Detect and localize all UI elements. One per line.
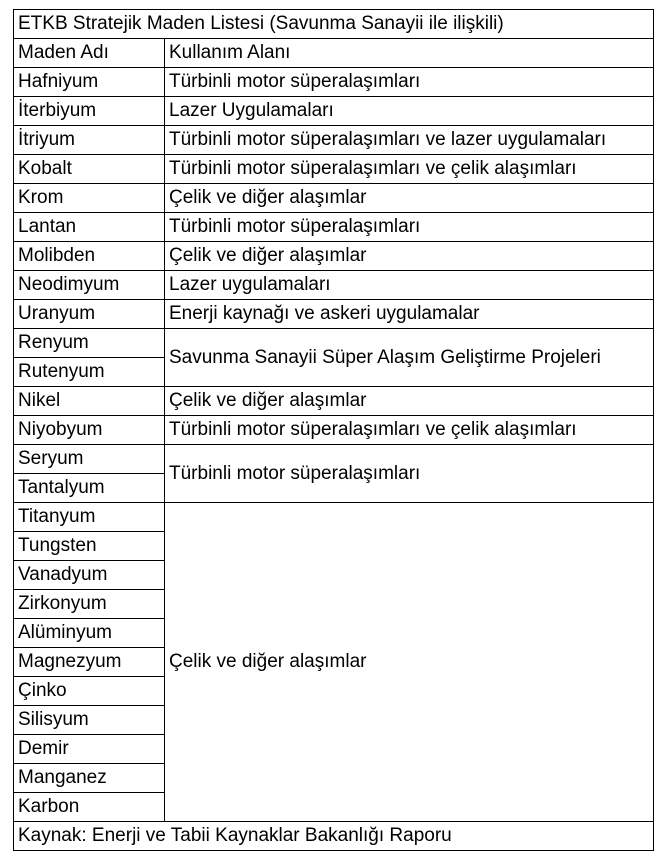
mineral-cell: Krom	[14, 184, 165, 213]
mineral-cell: İtriyum	[14, 126, 165, 155]
mineral-cell: Renyum	[14, 329, 165, 358]
usage-cell: Türbinli motor süperalaşımları	[165, 68, 654, 97]
mineral-cell: Zirkonyum	[14, 590, 165, 619]
table-row	[14, 242, 654, 271]
mineral-cell: Lantan	[14, 213, 165, 242]
usage-cell: Türbinli motor süperalaşımları ve lazer uygulamaları	[165, 126, 654, 155]
table-row	[14, 329, 654, 358]
source-note: Kaynak: Enerji ve Tabii Kaynaklar Bakanlığı Raporu	[14, 822, 654, 851]
mineral-cell: Çinko	[14, 677, 165, 706]
mineral-cell: Demir	[14, 735, 165, 764]
table-row	[14, 503, 654, 532]
table-row	[14, 213, 654, 242]
mineral-cell: Manganez	[14, 764, 165, 793]
mineral-cell: Vanadyum	[14, 561, 165, 590]
table-row	[14, 271, 654, 300]
mineral-cell: Karbon	[14, 793, 165, 822]
mineral-cell: Niyobyum	[14, 416, 165, 445]
usage-cell: Çelik ve diğer alaşımlar	[165, 387, 654, 416]
usage-cell: Lazer uygulamaları	[165, 271, 654, 300]
mineral-cell: Neodimyum	[14, 271, 165, 300]
mineral-cell: Uranyum	[14, 300, 165, 329]
mineral-cell: İterbiyum	[14, 97, 165, 126]
table-row	[14, 97, 654, 126]
mineral-cell: Kobalt	[14, 155, 165, 184]
table-row	[14, 387, 654, 416]
table-row	[14, 445, 654, 474]
mineral-cell: Tantalyum	[14, 474, 165, 503]
usage-cell-merged: Türbinli motor süperalaşımları	[165, 445, 654, 503]
usage-cell: Lazer Uygulamaları	[165, 97, 654, 126]
usage-cell: Türbinli motor süperalaşımları ve çelik alaşımları	[165, 155, 654, 184]
mineral-cell: Silisyum	[14, 706, 165, 735]
mineral-cell: Tungsten	[14, 532, 165, 561]
mineral-cell: Seryum	[14, 445, 165, 474]
table-row	[14, 155, 654, 184]
source-row	[14, 822, 654, 851]
mineral-cell: Molibden	[14, 242, 165, 271]
table-row	[14, 68, 654, 97]
header-row	[14, 39, 654, 68]
mineral-cell: Magnezyum	[14, 648, 165, 677]
strategic-minerals-table	[13, 9, 654, 851]
mineral-cell: Titanyum	[14, 503, 165, 532]
table-row	[14, 416, 654, 445]
mineral-cell: Alüminyum	[14, 619, 165, 648]
mineral-cell: Rutenyum	[14, 358, 165, 387]
usage-cell: Çelik ve diğer alaşımlar	[165, 242, 654, 271]
title-row	[14, 10, 654, 39]
usage-cell-merged: Çelik ve diğer alaşımlar	[165, 503, 654, 822]
usage-cell: Çelik ve diğer alaşımlar	[165, 184, 654, 213]
mineral-cell: Hafniyum	[14, 68, 165, 97]
header-mineral: Maden Adı	[14, 39, 165, 68]
table-row	[14, 300, 654, 329]
table-row	[14, 126, 654, 155]
usage-cell-merged: Savunma Sanayii Süper Alaşım Geliştirme Projeleri	[165, 329, 654, 387]
table-row	[14, 184, 654, 213]
mineral-cell: Nikel	[14, 387, 165, 416]
header-usage: Kullanım Alanı	[165, 39, 654, 68]
usage-cell: Enerji kaynağı ve askeri uygulamalar	[165, 300, 654, 329]
usage-cell: Türbinli motor süperalaşımları ve çelik alaşımları	[165, 416, 654, 445]
usage-cell: Türbinli motor süperalaşımları	[165, 213, 654, 242]
table-title: ETKB Stratejik Maden Listesi (Savunma Sanayii ile ilişkili)	[14, 10, 654, 39]
